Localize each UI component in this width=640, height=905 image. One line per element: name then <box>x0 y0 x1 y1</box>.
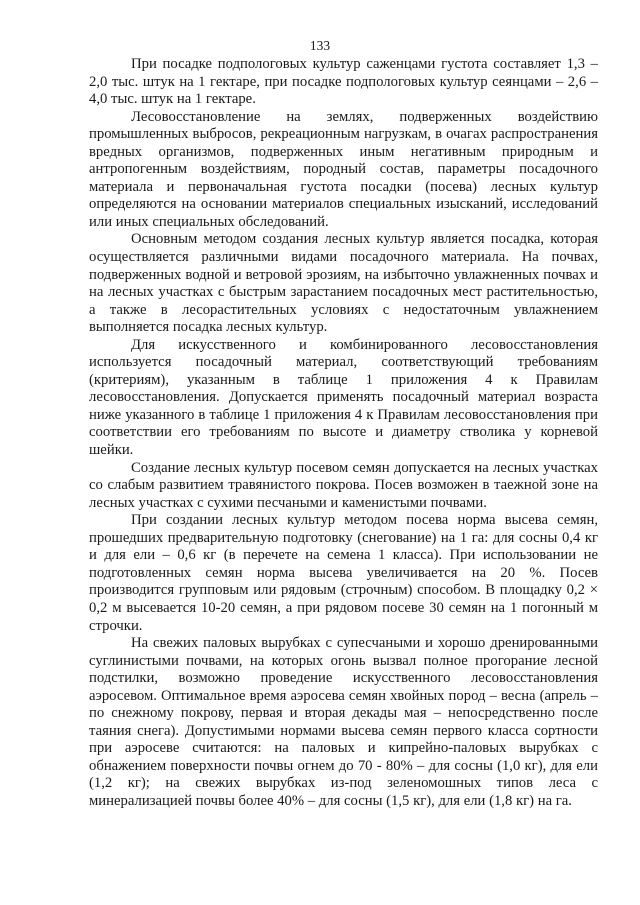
paragraph-5: Создание лесных культур посевом семян допускается на лесных участках со слабым развитием травянистого покрова. Посев возможен в таежной зоне на лесных участках с сухими песчаными и каменистыми почвами. <box>89 459 598 511</box>
paragraph-3: Основным методом создания лесных культур является посадка, которая осуществляется различными видами посадочного материала. На почвах, подверженных водной и ветровой эрозиям, на избыточно увлажненных почвах и на лесных участках с быстрым зарастанием посадочных мест растительностью, а также в лесорастительных условиях с недостаточным увлажнением выполняется посадка лесных культур. <box>89 231 598 336</box>
paragraph-7: На свежих паловых вырубках с супесчаными и хорошо дренированными суглинистыми почвами, на которых огонь вызвал полное прогорание лесной подстилки, возможно проведение искусственного лесовосстановления аэросевом. Оптимальное время аэросева семян хвойных пород – весна (апрель – по снежному покрову, первая и вторая декады мая – непосредственно после таяния снега). Допустимыми нормами высева семян первого класса сортности при аэросеве считаются: на паловых и кипрейно-паловых вырубках с обнажением поверхности почвы огнем до 70 - 80% – для сосны (1,0 кг), для ели (1,2 кг); на свежих вырубках из-под зеленомошных типов леса с минерализацией почвы более 40% – для сосны (1,5 кг), для ели (1,8 кг) на га. <box>89 635 598 809</box>
paragraph-4: Для искусственного и комбинированного лесовосстановления используется посадочный материал, соответствующий требованиям (критериям), указанным в таблице 1 приложения 4 к Правилам лесовосстановления. Допускается применять посадочный материал возраста ниже указанного в таблице 1 приложения 4 к Правилам лесовосстановления при соответствии его требованиям по высоте и диаметру стволика у корневой шейки. <box>89 336 598 459</box>
page-number: 133 <box>309 38 331 53</box>
paragraph-1: При посадке подпологовых культур саженцами густота составляет 1,3 – 2,0 тыс. штук на 1 гектаре, при посадке подпологовых культур сеянцами – 2,6 – 4,0 тыс. штук на 1 гектаре. <box>89 56 598 108</box>
document-body <box>89 56 598 811</box>
paragraph-2: Лесовосстановление на землях, подверженных воздействию промышленных выбросов, рекреационным нагрузкам, в очагах распространения вредных организмов, подверженных иным негативным природным и антропогенным воздействиям, породный состав, параметры посадочного материала и первоначальная густота посадки (посева) лесных культур определяются на основании материалов специальных изысканий, исследований или иных специальных обследований. <box>89 108 598 230</box>
paragraph-6: При создании лесных культур методом посева норма высева семян, прошедших предварительную подготовку (снегование) на 1 га: для сосны 0,4 кг и для ели – 0,6 кг (в перечете на семена 1 класса). При использовании не подготовленных семян норма высева увеличивается на 20 %. Посев производится групповым или рядовым (строчным) способом. В площадку 0,2 × 0,2 м высевается 10-20 семян, а при рядовом посеве 30 семян на 1 погонный м строчки. <box>89 512 598 634</box>
